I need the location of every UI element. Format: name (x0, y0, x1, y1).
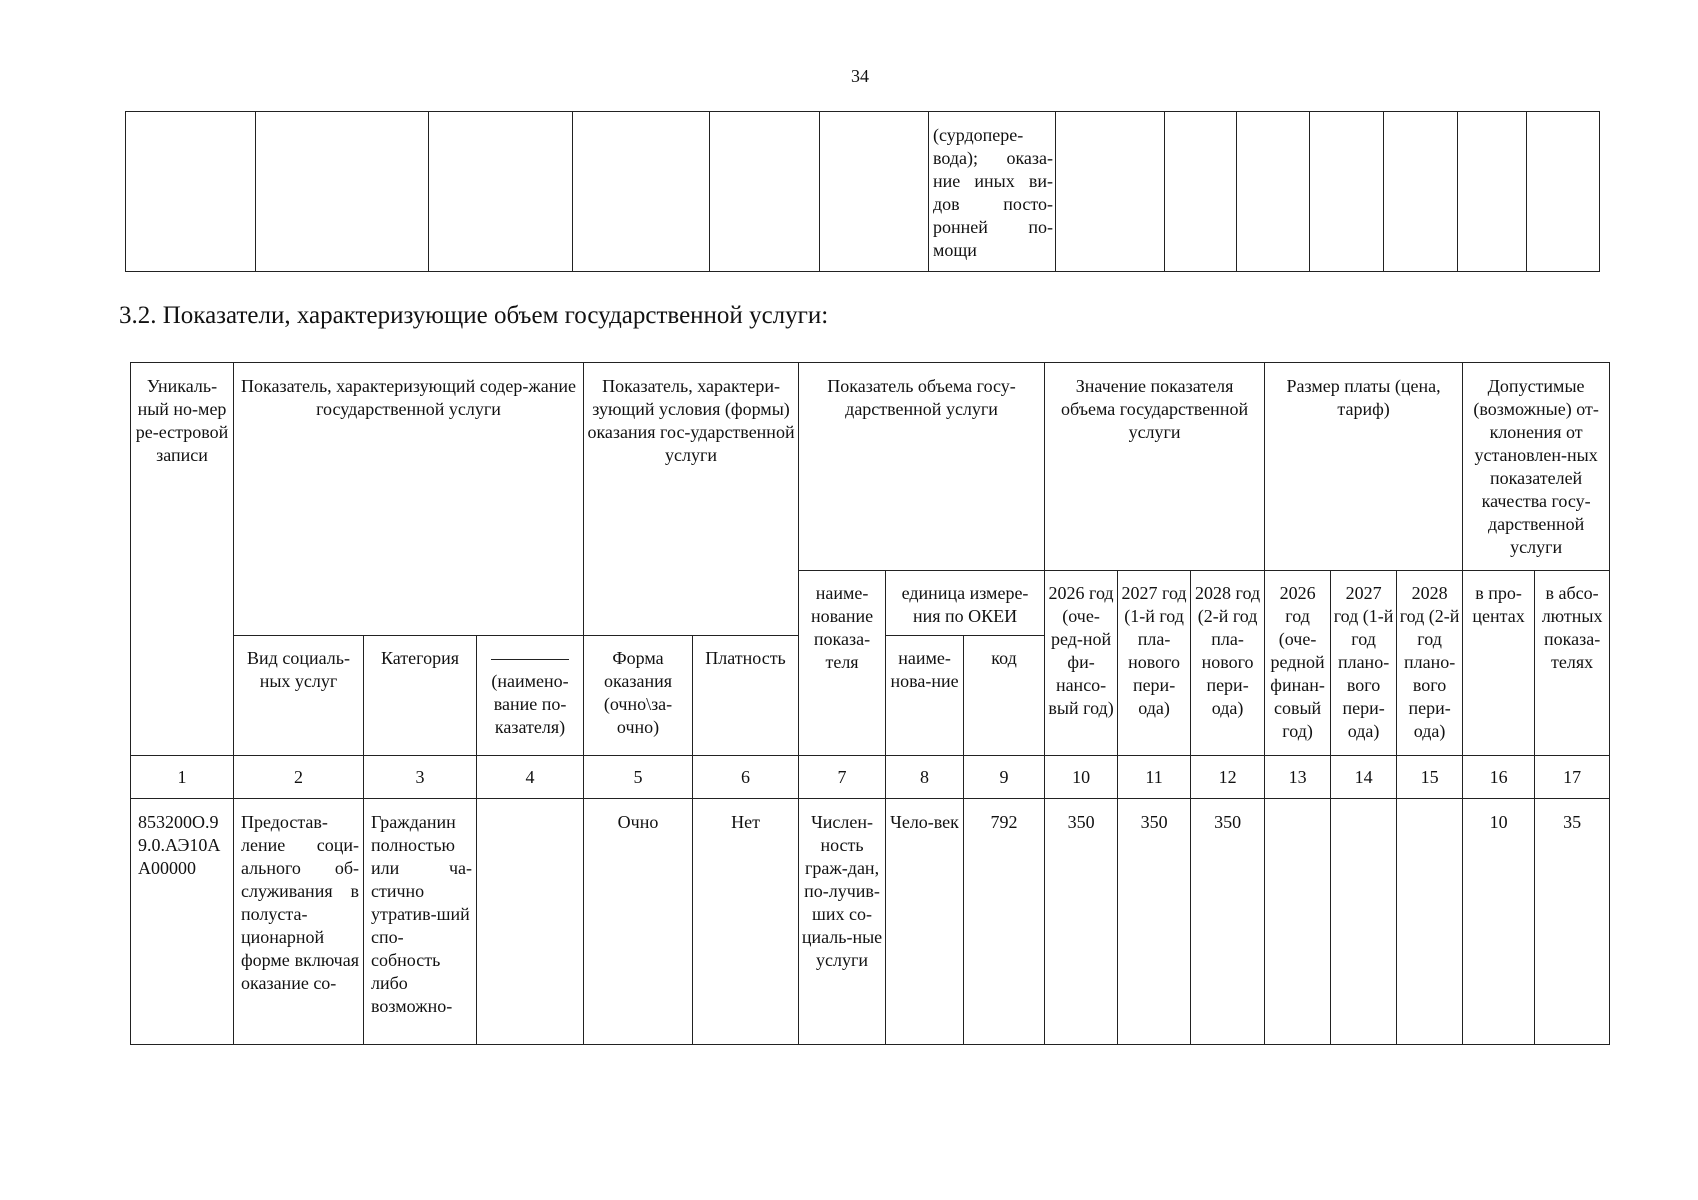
subheader-social-services-type: Вид социаль-ных услуг (234, 636, 364, 756)
column-number: 6 (693, 756, 799, 799)
indicator-cell: Числен-ность граж-дан, по-лучив-ших со-циаль-ные услуги (799, 799, 886, 1045)
deviation-absolute-cell: 35 (1535, 799, 1610, 1045)
header-conditions-indicator: Показатель, характери-зующий условия (формы) оказания гос-ударственной услуги (584, 363, 799, 636)
cell (710, 112, 820, 272)
table-row (131, 799, 1610, 1045)
column-number: 5 (584, 756, 693, 799)
payment-cell: Нет (693, 799, 799, 1045)
blank-indicator-label: (наимено-вание по-казателя) (491, 671, 569, 737)
cell (256, 112, 429, 272)
column-number: 9 (964, 756, 1045, 799)
subheader-okei-name: наиме-нова-ние (886, 636, 964, 756)
column-number: 8 (886, 756, 964, 799)
column-number: 13 (1265, 756, 1331, 799)
subheader-category: Категория (364, 636, 477, 756)
header-deviations: Допустимые (возможные) от-клонения от установлен-ных показателей качества госу-дарственной услуги (1463, 363, 1610, 571)
volume-2027-cell: 350 (1118, 799, 1191, 1045)
category-cell: Гражданин полностью или ча-стично утратив-ший спо-собность либо возможно- (364, 799, 477, 1045)
column-number: 15 (1397, 756, 1463, 799)
subheader-2026-fee: 2026 год (оче-редной финан-совый год) (1265, 571, 1331, 756)
subheader-indicator-name: наиме-нование показа-теля (799, 571, 886, 756)
column-number: 11 (1118, 756, 1191, 799)
form-cell: Очно (584, 799, 693, 1045)
subheader-service-form: Форма оказания (очно\за-очно) (584, 636, 693, 756)
header-content-indicator: Показатель, характеризующий содер-жание государственной услуги (234, 363, 584, 636)
subheader-in-absolute: в абсо-лютных показа-телях (1535, 571, 1610, 756)
continued-text-cell (929, 112, 1056, 272)
subheader-payment: Платность (693, 636, 799, 756)
column-number: 3 (364, 756, 477, 799)
indicator-blank-cell (477, 799, 584, 1045)
cell (126, 112, 256, 272)
column-number: 17 (1535, 756, 1610, 799)
column-number: 4 (477, 756, 584, 799)
cell (1310, 112, 1384, 272)
section-title: 3.2. Показатели, характеризующие объем государственной услуги: (119, 302, 829, 329)
continued-text: (сурдопере-вода); оказа-ние иных ви-дов посто-ронней по-мощи (933, 125, 1053, 260)
column-number: 12 (1191, 756, 1265, 799)
cell (1458, 112, 1527, 272)
continued-table (125, 111, 1600, 272)
column-number: 16 (1463, 756, 1535, 799)
cell (1056, 112, 1165, 272)
blank-line (491, 651, 569, 660)
subheader-2026-volume: 2026 год (оче-ред-ной фи-нансо-вый год) (1045, 571, 1118, 756)
cell (1165, 112, 1237, 272)
fee-2026-cell (1265, 799, 1331, 1045)
page-number: 34 (851, 66, 869, 86)
subheader-2028-fee: 2028 год (2-й год плано-вого пери-ода) (1397, 571, 1463, 756)
fee-2028-cell (1397, 799, 1463, 1045)
header-volume-indicator: Показатель объема госу-дарственной услуги (799, 363, 1045, 571)
cell (429, 112, 573, 272)
subheader-in-percent: в про-центах (1463, 571, 1535, 756)
cell (573, 112, 710, 272)
unit-name-cell: Чело-век (886, 799, 964, 1045)
subheader-okei-unit: единица измере-ния по ОКЕИ (886, 571, 1045, 636)
column-number: 10 (1045, 756, 1118, 799)
deviation-percent-cell: 10 (1463, 799, 1535, 1045)
registry-number-cell: 853200О.99.0.АЭ10АА00000 (131, 799, 234, 1045)
volume-2026-cell: 350 (1045, 799, 1118, 1045)
cell (820, 112, 929, 272)
column-number: 7 (799, 756, 886, 799)
unit-code-cell: 792 (964, 799, 1045, 1045)
column-number: 14 (1331, 756, 1397, 799)
column-number: 1 (131, 756, 234, 799)
column-number: 2 (234, 756, 364, 799)
fee-2027-cell (1331, 799, 1397, 1045)
social-service-type-cell: Предостав-ление соци-ального об-служивания в полуста-ционарной форме включая оказание со- (234, 799, 364, 1045)
subheader-2027-fee: 2027 год (1-й год плано-вого пери-ода) (1331, 571, 1397, 756)
cell (1384, 112, 1458, 272)
volume-2028-cell: 350 (1191, 799, 1265, 1045)
subheader-indicator-name-blank (477, 636, 584, 756)
subheader-2027-volume: 2027 год (1-й год пла-нового пери-ода) (1118, 571, 1191, 756)
cell (1527, 112, 1600, 272)
header-registry-number: Уникаль-ный но-мер ре-естровой записи (131, 363, 234, 756)
volume-indicators-table (130, 362, 1610, 1045)
cell (1237, 112, 1310, 272)
header-volume-value: Значение показателя объема государственной услуги (1045, 363, 1265, 571)
subheader-2028-volume: 2028 год (2-й год пла-нового пери-ода) (1191, 571, 1265, 756)
header-fee: Размер платы (цена, тариф) (1265, 363, 1463, 571)
subheader-okei-code: код (964, 636, 1045, 756)
